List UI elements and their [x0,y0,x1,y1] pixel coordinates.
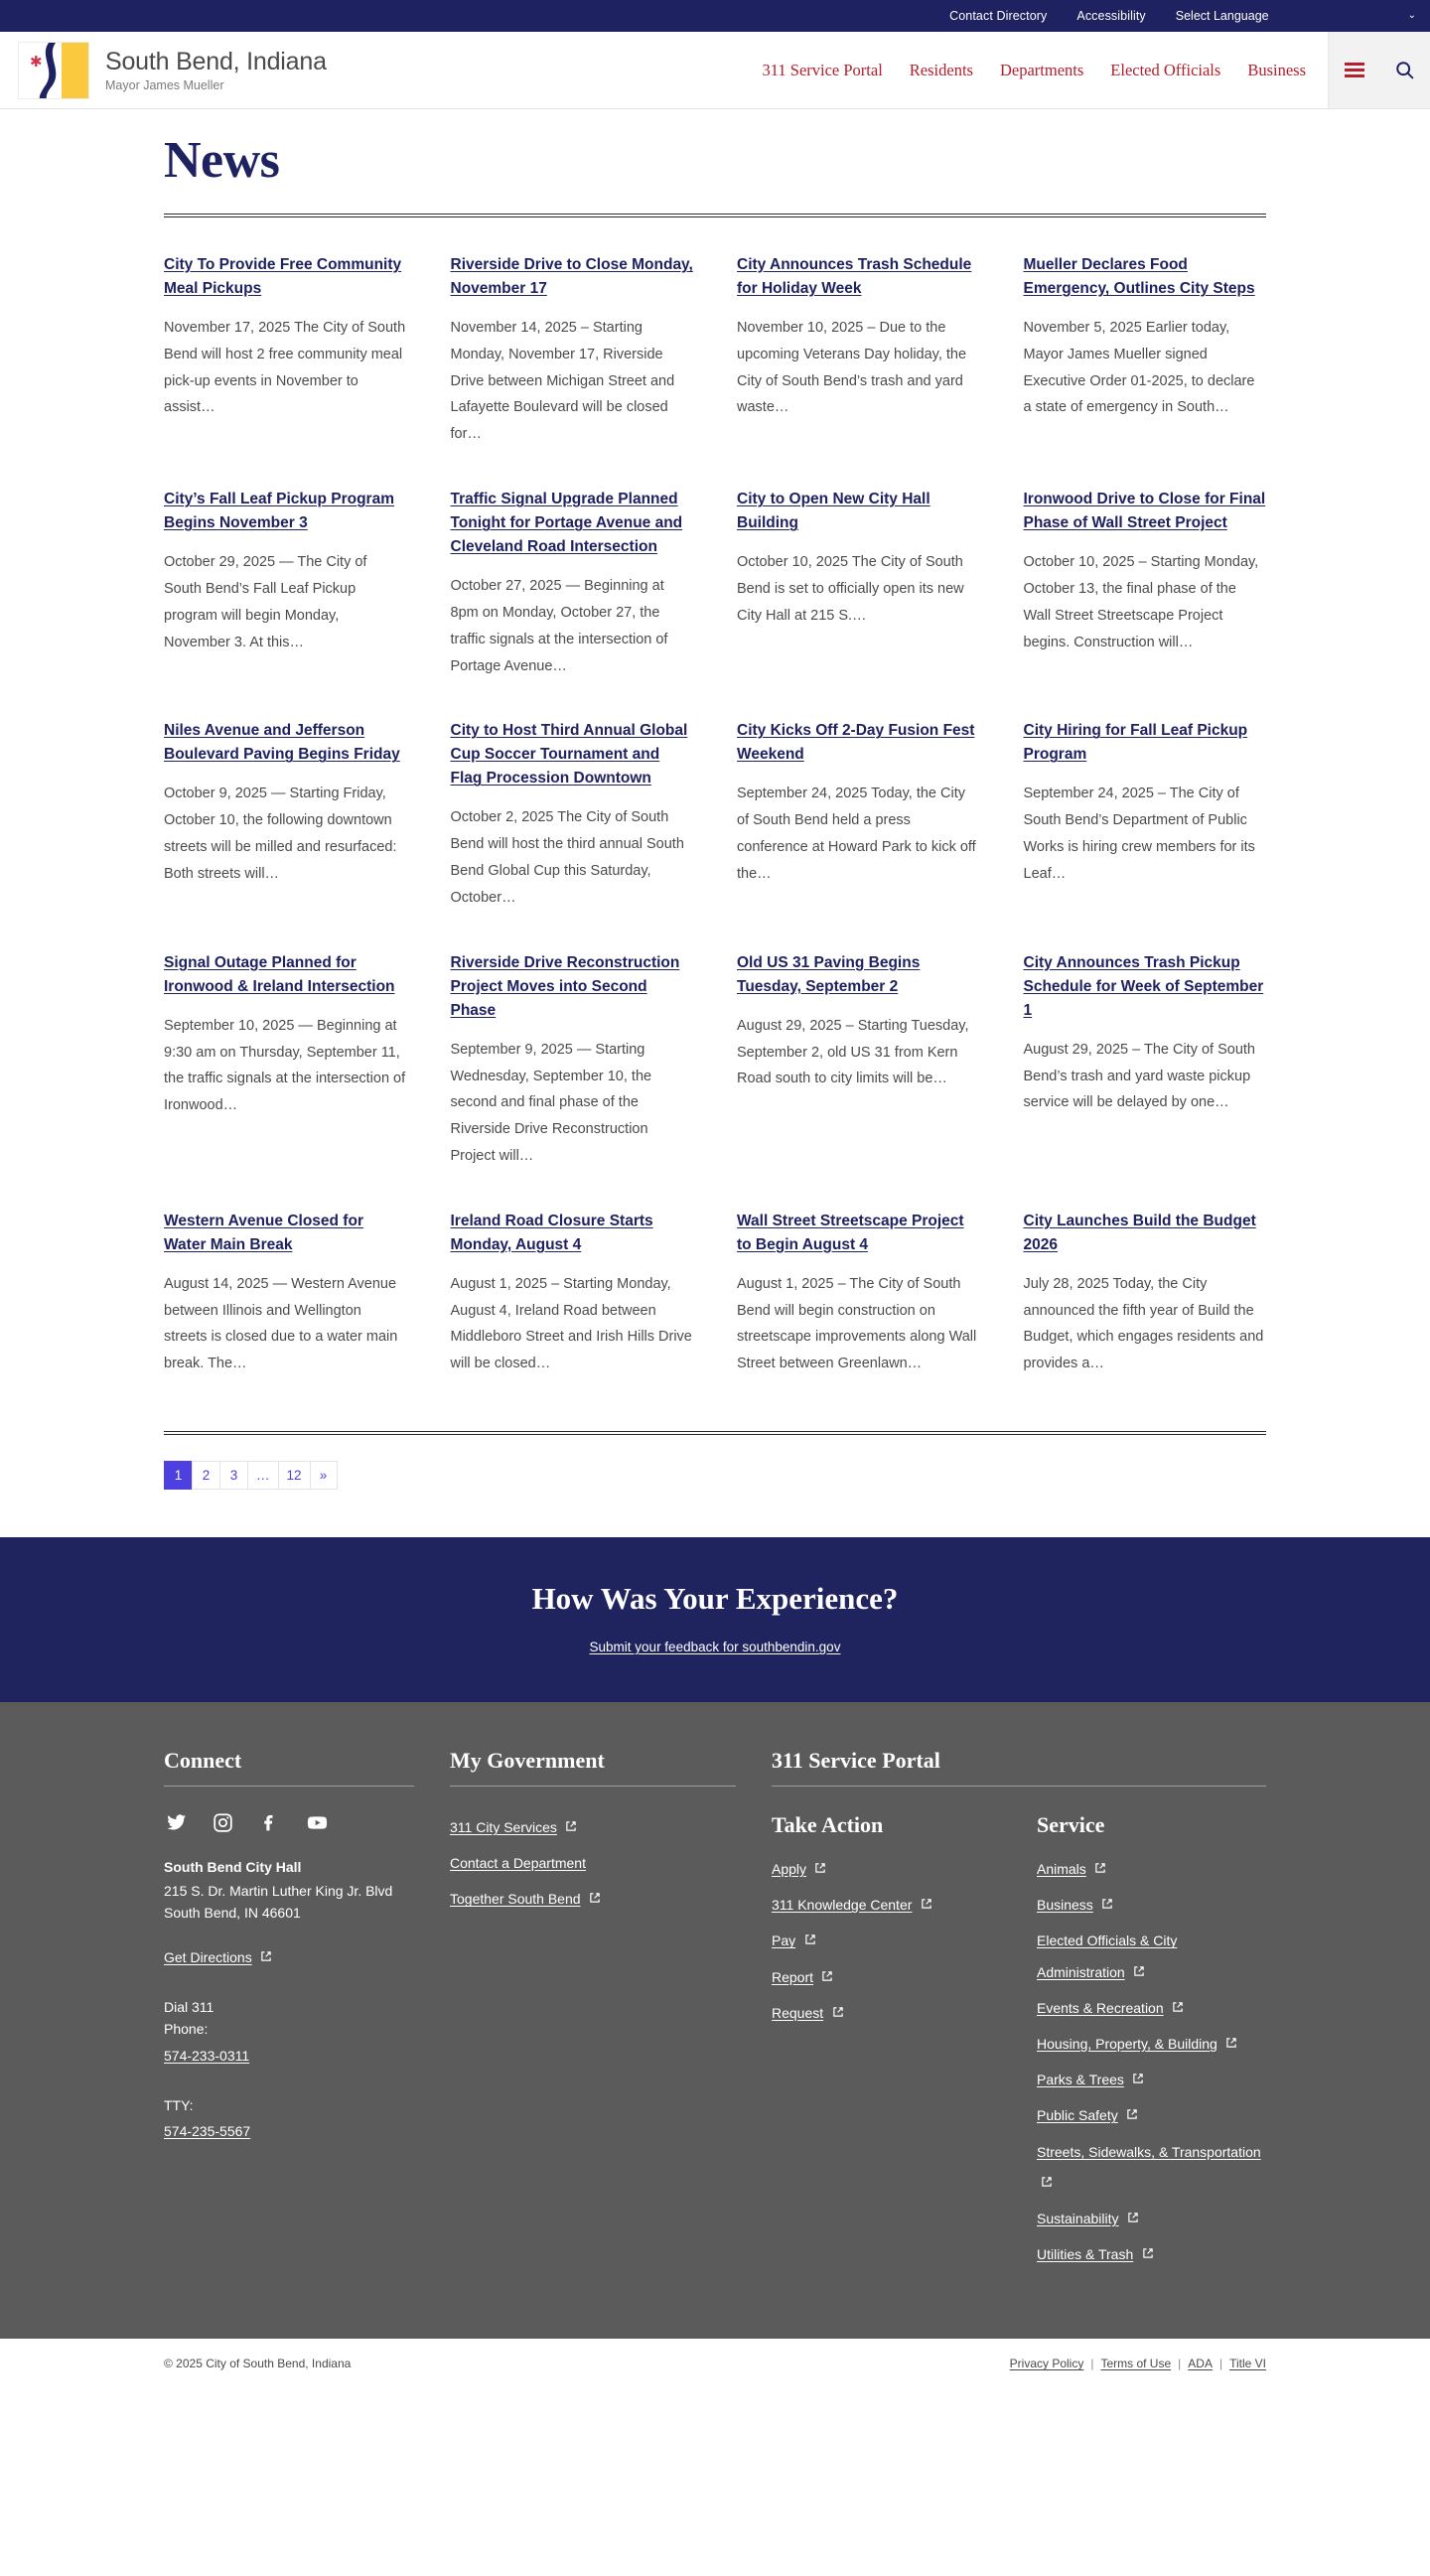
footer-link-streets-sidewalks-transportation[interactable]: Streets, Sidewalks, & Transportation [1037,2143,1261,2160]
footer-link-311-knowledge-center[interactable]: 311 Knowledge Center [772,1897,913,1914]
news-title-wrap [164,488,407,535]
footer-subheading-take-action: Take Action [772,1812,884,1838]
external-link-icon [1127,2204,1139,2234]
city-hall-address-line-2: South Bend, IN 46601 [164,1905,301,1922]
footer-link-parks-trees[interactable]: Parks & Trees [1037,2072,1124,2088]
footer-column-311-service-portal [772,1748,1266,2275]
external-link-icon [1101,1890,1113,1921]
external-link-icon [832,1998,844,2029]
news-title-wrap [737,951,980,999]
dial-311-label: Dial 311 [164,1999,214,2016]
footer-link-contact-a-department[interactable]: Contact a Department [450,1855,586,1872]
spacer [164,1925,414,1942]
footer-link-row [1037,1890,1266,1921]
flag-star-icon: ✱ [30,53,43,71]
legal-link-title-vi[interactable]: Title VI [1229,2357,1266,2371]
news-item [737,488,980,679]
footer-link-housing-property-building[interactable]: Housing, Property, & Building [1037,2036,1217,2053]
news-title-wrap [451,951,694,1023]
copyright-text: © 2025 City of South Bend, Indiana [164,2357,352,2371]
news-item-excerpt: August 29, 2025 – The City of South Bend’s trash and yard waste pickup service will be delayed by one… [1023,1041,1256,1111]
utility-link-accessibility[interactable]: Accessibility [1076,9,1146,23]
news-item [1024,488,1267,679]
legal-links [1010,2357,1266,2370]
feedback-title: How Was Your Experience? [531,1581,899,1617]
news-item-excerpt: September 10, 2025 — Beginning at 9:30 am on Thursday, September 11, the traffic signals at the intersection of Ironwood… [164,1017,406,1114]
news-item-title-link[interactable]: Western Avenue Closed for Water Main Break [164,1212,363,1253]
footer-link-elected-officials-city-administration[interactable]: Elected Officials & City Administration [1037,1932,1178,1980]
news-item-excerpt: October 29, 2025 — The City of South Bend’s Fall Leaf Pickup program will begin Monday, November 3. At this… [164,554,367,650]
news-item [737,253,980,448]
news-item-title-link[interactable]: City To Provide Free Community Meal Pickups [164,256,402,298]
external-link-icon [1172,1993,1184,2024]
title-divider [164,214,1266,217]
portal-subcolumns [772,1812,1266,2275]
phone-number-link[interactable]: 574-233-0311 [164,2047,250,2064]
pagination-page-3[interactable]: 3 [219,1461,247,1490]
youtube-icon[interactable] [306,1812,329,1833]
news-item [451,253,694,448]
news-item-excerpt: November 17, 2025 The City of South Bend will host 2 free community meal pick-up events in November to assist… [164,320,406,416]
utility-bar [0,0,1430,32]
brand-text [105,49,327,92]
footer-subheading-service: Service [1037,1812,1105,1838]
site-header [0,32,1430,109]
footer-link-events-recreation[interactable]: Events & Recreation [1037,1999,1164,2016]
news-item-excerpt: August 29, 2025 – Starting Tuesday, September 2, old US 31 from Kern Road south to city limits will be… [737,1017,969,1087]
news-item [1024,719,1267,911]
feedback-banner [0,1537,1430,1702]
phone-label: Phone: [164,2021,209,2038]
news-title-wrap [737,488,980,535]
footer-link-row [450,1884,736,1915]
tty-number-link[interactable]: 574-235-5567 [164,2123,251,2140]
footer-link-311-city-services[interactable]: 311 City Services [450,1819,557,1836]
content-wrapper [164,109,1266,1490]
external-link-icon [921,1890,932,1921]
footer-link-row [772,1890,1001,1921]
external-link-icon [589,1884,601,1915]
news-item [164,488,407,679]
news-item-title-link[interactable]: City Kicks Off 2-Day Fusion Fest Weekend [737,722,975,764]
news-item-excerpt: September 9, 2025 — Starting Wednesday, September 10, the second and final phase of the Riverside Drive Reconstruction Project will… [450,1041,652,1164]
spacer [164,2076,414,2094]
news-title-wrap [451,488,694,559]
footer-heading-my-government: My Government [450,1748,605,1774]
news-item-excerpt: November 10, 2025 – Due to the upcoming Veterans Day holiday, the City of South Bend’s trash and yard waste… [737,320,967,416]
main-navigation [763,32,1328,108]
legal-separator: | [1090,2357,1094,2371]
news-item-title-link[interactable]: Traffic Signal Upgrade Planned Tonight for Portage Avenue and Cleveland Road Intersection [450,491,683,556]
news-item-excerpt: November 5, 2025 Earlier today, Mayor James Mueller signed Executive Order 01-2025, to declare a state of emergency in South… [1023,320,1255,416]
news-item-title-link[interactable]: City Hiring for Fall Leaf Pickup Program [1023,722,1248,764]
page-main [0,109,1430,1490]
news-item-excerpt: October 10, 2025 The City of South Bend is set to officially open its new City Hall at 215 S.… [737,554,964,624]
footer-link-business[interactable]: Business [1037,1897,1093,1914]
news-item [1024,951,1267,1170]
feedback-submit-link[interactable]: Submit your feedback for southbendin.gov [589,1640,841,1655]
news-title-wrap [451,1210,694,1257]
footer-heading-divider [164,1786,414,1787]
news-title-wrap [737,253,980,301]
news-item [737,951,980,1170]
social-links [166,1812,414,1833]
footer-link-sustainability[interactable]: Sustainability [1037,2210,1119,2226]
footer-link-row [1037,1926,1266,1987]
news-item-title-link[interactable]: City to Open New City Hall Building [737,491,930,532]
nav-item-elected-officials[interactable]: Elected Officials [1110,60,1221,79]
news-item-title-link[interactable]: City’s Fall Leaf Pickup Program Begins November 3 [164,491,394,532]
footer-link-row [1037,1854,1266,1885]
news-item-title-link[interactable]: Ireland Road Closure Starts Monday, August 4 [450,1212,653,1253]
pagination-divider [164,1431,1266,1435]
news-item [1024,1210,1267,1377]
spacer [164,1978,414,1996]
news-title-wrap [164,719,407,767]
nav-item-residents[interactable]: Residents [909,60,973,79]
news-item [451,719,694,911]
footer-link-public-safety[interactable]: Public Safety [1037,2107,1118,2124]
footer-link-utilities-trash[interactable]: Utilities & Trash [1037,2246,1134,2263]
footer-link-row [1037,2204,1266,2234]
footer-link-report[interactable]: Report [772,1968,814,1985]
site-title: South Bend, Indiana [105,47,327,75]
news-title-wrap [737,1210,980,1257]
footer-columns [164,1748,1266,2275]
external-link-icon [1132,2065,1144,2095]
news-item-title-link[interactable]: Niles Avenue and Jefferson Boulevard Paving Begins Friday [164,722,400,764]
news-item-excerpt: August 1, 2025 – Starting Monday, August 4, Ireland Road between Middleboro Street and Irish Hills Drive will be closed… [450,1275,692,1372]
pagination-page-2[interactable]: 2 [192,1461,219,1490]
nav-item-business[interactable]: Business [1247,60,1306,79]
news-item-excerpt: October 9, 2025 — Starting Friday, October 10, the following downtown streets will be milled and resurfaced: Both streets will… [164,786,397,882]
footer-link-row [450,1812,736,1843]
news-item [164,719,407,911]
footer-link-row [772,1962,1001,1993]
news-title-wrap [164,951,407,999]
get-directions-link[interactable]: Get Directions [164,1948,252,1965]
footer-link-row [772,1998,1001,2029]
footer-link-row [772,1854,1001,1885]
footer-heading-311-service-portal: 311 Service Portal [772,1748,940,1774]
footer-link-row [1037,2029,1266,2060]
footer-link-row [1037,2137,1266,2199]
phone-row [164,2041,414,2072]
news-item [451,951,694,1170]
news-title-wrap [164,253,407,301]
external-link-icon [1133,1957,1145,1988]
page-title: News [164,132,280,189]
news-item [737,719,980,911]
language-selector[interactable] [1176,9,1416,23]
nav-item-311-service-portal[interactable]: 311 Service Portal [762,60,883,79]
legal-separator: | [1178,2357,1182,2371]
footer-heading-connect: Connect [164,1748,242,1774]
footer-link-together-south-bend[interactable]: Together South Bend [450,1891,581,1908]
news-item-title-link[interactable]: Mueller Declares Food Emergency, Outlines City Steps [1023,256,1255,298]
external-link-icon [1126,2100,1138,2131]
external-link-icon [814,1854,826,1885]
footer-link-animals[interactable]: Animals [1037,1861,1086,1878]
news-item-excerpt: September 24, 2025 Today, the City of South Bend held a press conference at Howard Park to kick off the… [737,786,976,882]
site-subtitle: Mayor James Mueller [105,77,224,92]
news-item-excerpt: August 14, 2025 — Western Avenue between Illinois and Wellington streets is closed due to a water main break. The… [164,1275,398,1372]
pagination-page-1[interactable]: 1 [164,1461,192,1490]
news-title-wrap [164,1210,407,1257]
news-item-title-link[interactable]: Ironwood Drive to Close for Final Phase of Wall Street Project [1023,491,1266,532]
news-item-title-link[interactable]: Old US 31 Paving Begins Tuesday, September 2 [737,953,921,995]
external-link-icon [804,1926,816,1956]
south-bend-flag-icon [18,42,89,99]
footer-heading-divider [450,1786,736,1787]
news-item [451,488,694,679]
news-item-title-link[interactable]: City to Host Third Annual Global Cup Soccer Tournament and Flag Procession Downtown [450,722,688,787]
news-item [164,1210,407,1377]
news-item-excerpt: September 24, 2025 – The City of South Bend’s Department of Public Works is hiring crew members for its Leaf… [1023,786,1255,882]
news-item-title-link[interactable]: Riverside Drive to Close Monday, November 17 [450,256,693,298]
external-link-icon [1225,2029,1237,2060]
pagination [164,1461,1266,1490]
search-button[interactable] [1379,32,1430,108]
footer-link-row [1037,2239,1266,2270]
footer-link-row [450,1848,736,1879]
news-item-title-link[interactable]: City Announces Trash Pickup Schedule for Week of September 1 [1023,953,1264,1019]
copyright-inner [164,2357,1266,2370]
footer-link-row [1037,2100,1266,2131]
legal-link-ada[interactable]: ADA [1188,2357,1213,2371]
tty-row [164,2116,414,2147]
city-hall-name: South Bend City Hall [164,1859,302,1876]
news-title-wrap [1024,719,1267,767]
news-item [164,253,407,448]
news-item-title-link[interactable]: Riverside Drive Reconstruction Project Moves into Second Phase [450,953,680,1019]
footer-column-my-government [450,1748,736,2275]
footer-heading-divider [772,1786,1266,1787]
footer-link-row [1037,2065,1266,2095]
tty-label: TTY: [164,2097,194,2114]
site-footer [0,1702,1430,2388]
footer-link-row [772,1926,1001,1956]
news-item-title-link[interactable]: City Announces Trash Schedule for Holiday Week [737,256,972,298]
chevron-down-icon: ⌄ [1407,10,1416,21]
get-directions-row [164,1942,414,1973]
hamburger-icon [1345,63,1364,77]
twitter-icon[interactable] [166,1812,187,1833]
footer-column-connect [164,1748,414,2275]
utility-bar-links [949,9,1430,23]
legal-separator: | [1218,2357,1223,2371]
external-link-icon [821,1962,833,1993]
facebook-icon[interactable] [259,1812,280,1833]
pagination-next-button[interactable]: » [310,1461,338,1490]
news-item-title-link[interactable]: Wall Street Streetscape Project to Begin August 4 [737,1212,964,1253]
news-grid [164,253,1266,1417]
news-item [451,1210,694,1377]
news-title-wrap [737,719,980,767]
news-title-wrap [1024,951,1267,1023]
news-item-excerpt: October 2, 2025 The City of South Bend will host the third annual South Bend Global Cup this Saturday, October… [450,809,684,906]
external-link-icon [565,1812,577,1843]
search-icon [1394,60,1415,80]
menu-button[interactable] [1329,32,1379,108]
external-link-icon [1041,2168,1053,2199]
news-title-wrap [1024,253,1267,301]
header-tools [1328,32,1430,108]
news-title-wrap [1024,1210,1267,1257]
news-item [1024,253,1267,448]
instagram-icon[interactable] [213,1812,233,1833]
external-link-icon [1094,1854,1106,1885]
news-item [737,1210,980,1377]
news-title-wrap [451,719,694,790]
news-item-excerpt: July 28, 2025 Today, the City announced the fifth year of Build the Budget, which engages residents and provides a… [1023,1275,1264,1372]
pagination-ellipsis: … [247,1461,278,1490]
external-link-icon [1142,2239,1154,2270]
legal-link-terms-of-use[interactable]: Terms of Use [1100,2357,1172,2371]
news-item-excerpt: August 1, 2025 – The City of South Bend will begin construction on streetscape improvements along Wall Street between Greenlawn… [737,1275,977,1372]
pagination-page-12[interactable]: 12 [278,1461,310,1490]
portal-service-column [1037,1812,1266,2275]
external-link-icon [260,1942,272,1973]
footer-link-apply[interactable]: Apply [772,1861,807,1878]
news-item-excerpt: October 10, 2025 – Starting Monday, October 13, the final phase of the Wall Street Streetscape Project begins. Construction will… [1023,554,1259,650]
footer-link-row [1037,1993,1266,2024]
brand-logo-link[interactable] [0,32,327,108]
utility-link-contact-directory[interactable]: Contact Directory [949,9,1048,23]
news-item-title-link[interactable]: City Launches Build the Budget 2026 [1023,1212,1256,1253]
portal-take-action-column [772,1812,1001,2275]
news-item [164,951,407,1170]
language-selector-label: Select Language [1175,9,1269,23]
legal-link-privacy-policy[interactable]: Privacy Policy [1009,2357,1084,2371]
news-item-title-link[interactable]: Signal Outage Planned for Ironwood & Ireland Intersection [164,953,395,995]
news-item-excerpt: November 14, 2025 – Starting Monday, November 17, Riverside Drive between Michigan Street and Lafayette Boulevard will be closed for… [450,320,675,443]
copyright-bar [0,2339,1430,2388]
news-item-excerpt: October 27, 2025 — Beginning at 8pm on Monday, October 27, the traffic signals at the intersection of Portage Avenue… [450,578,668,674]
nav-item-departments[interactable]: Departments [999,60,1084,79]
footer-link-pay[interactable]: Pay [772,1932,796,1949]
news-title-wrap [451,253,694,301]
city-hall-address-line-1: 215 S. Dr. Martin Luther King Jr. Blvd [164,1883,393,1900]
footer-link-request[interactable]: Request [772,2004,824,2021]
news-title-wrap [1024,488,1267,535]
